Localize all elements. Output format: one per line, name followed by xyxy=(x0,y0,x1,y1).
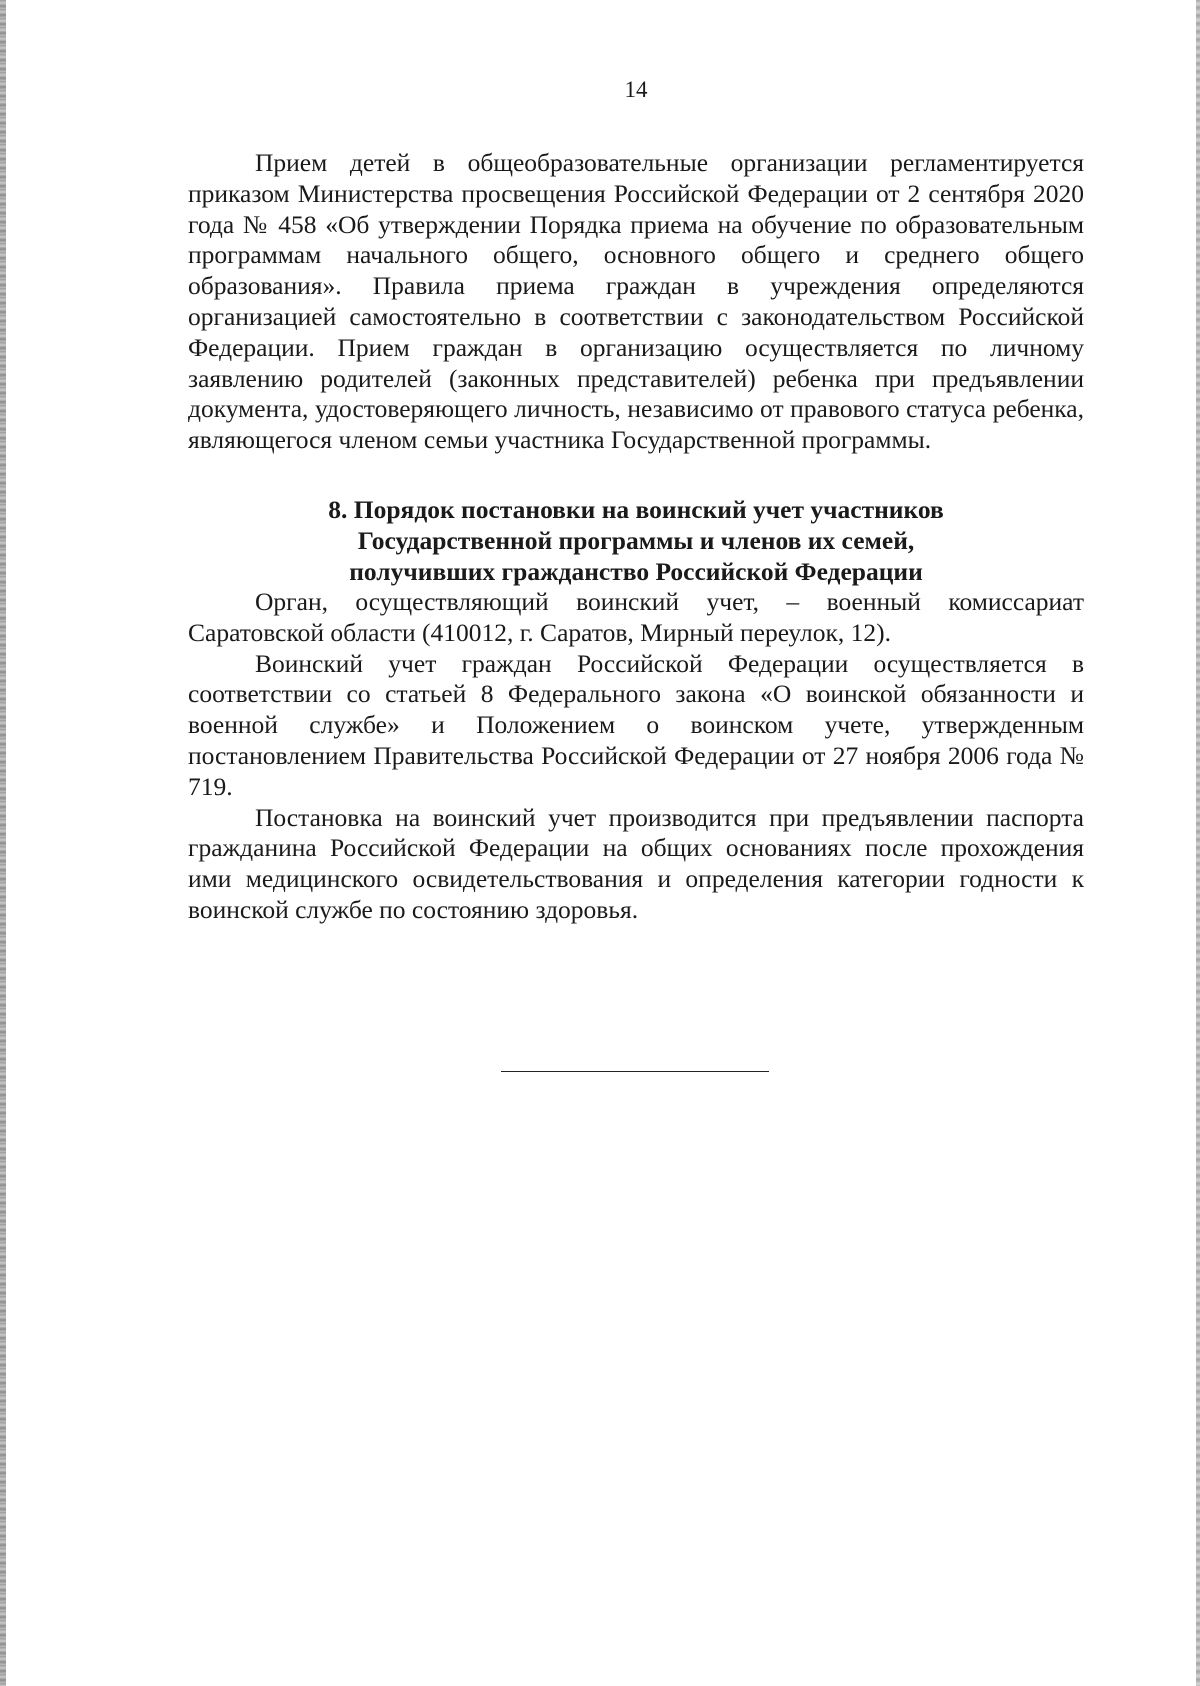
paragraph-military-office: Орган, осуществляющий воинский учет, – военный комиссариат Саратовской области (410012, г. Саратов, Мирный переулок, 12). xyxy=(188,586,1084,647)
section-heading-line: Государственной программы и членов их семей, xyxy=(357,525,915,555)
paragraph-registration-procedure: Постановка на воинский учет производится при предъявлении паспорта гражданина Российской Федерации на общих основаниях после прохождения ими медицинского освидетельствования и определения категории годности к воинской службе по состоянию здоровья. xyxy=(188,802,1084,924)
end-divider-line xyxy=(501,1071,769,1072)
scan-edge-left xyxy=(0,0,6,1686)
page-number: 14 xyxy=(624,77,648,102)
document-body xyxy=(188,148,1084,926)
section-heading-line: получивших гражданство Российской Федерации xyxy=(349,556,923,586)
section-heading-line: 8. Порядок постановки на воинский учет участников xyxy=(328,494,944,524)
paragraph-school-admission: Прием детей в общеобразовательные организации регламентируется приказом Министерства просвещения Российской Федерации от 2 сентября 2020 года № 458 «Об утверждении Порядка приема на обучение по образовательным программам начального общего, основного общего и среднего общего образования». Правила приема граждан в учреждения определяются организацией самостоятельно в соответствии с законодательством Российской Федерации. Прием граждан в организацию осуществляется по личному заявлению родителей (законных представителей) ребенка при предъявлении документа, удостоверяющего личность, независимо от правового статуса ребенка, являющегося членом семьи участника Государственной программы. xyxy=(188,148,1084,455)
scan-edge-right xyxy=(1196,0,1200,1686)
section-heading xyxy=(188,494,1084,587)
paragraph-military-registration-law: Воинский учет граждан Российской Федерации осуществляется в соответствии со статьей 8 Федерального закона «О воинской обязанности и военной службе» и Положением о воинском учете, утвержденным постановлением Правительства Российской Федерации от 27 ноября 2006 года № 719. xyxy=(188,648,1084,801)
